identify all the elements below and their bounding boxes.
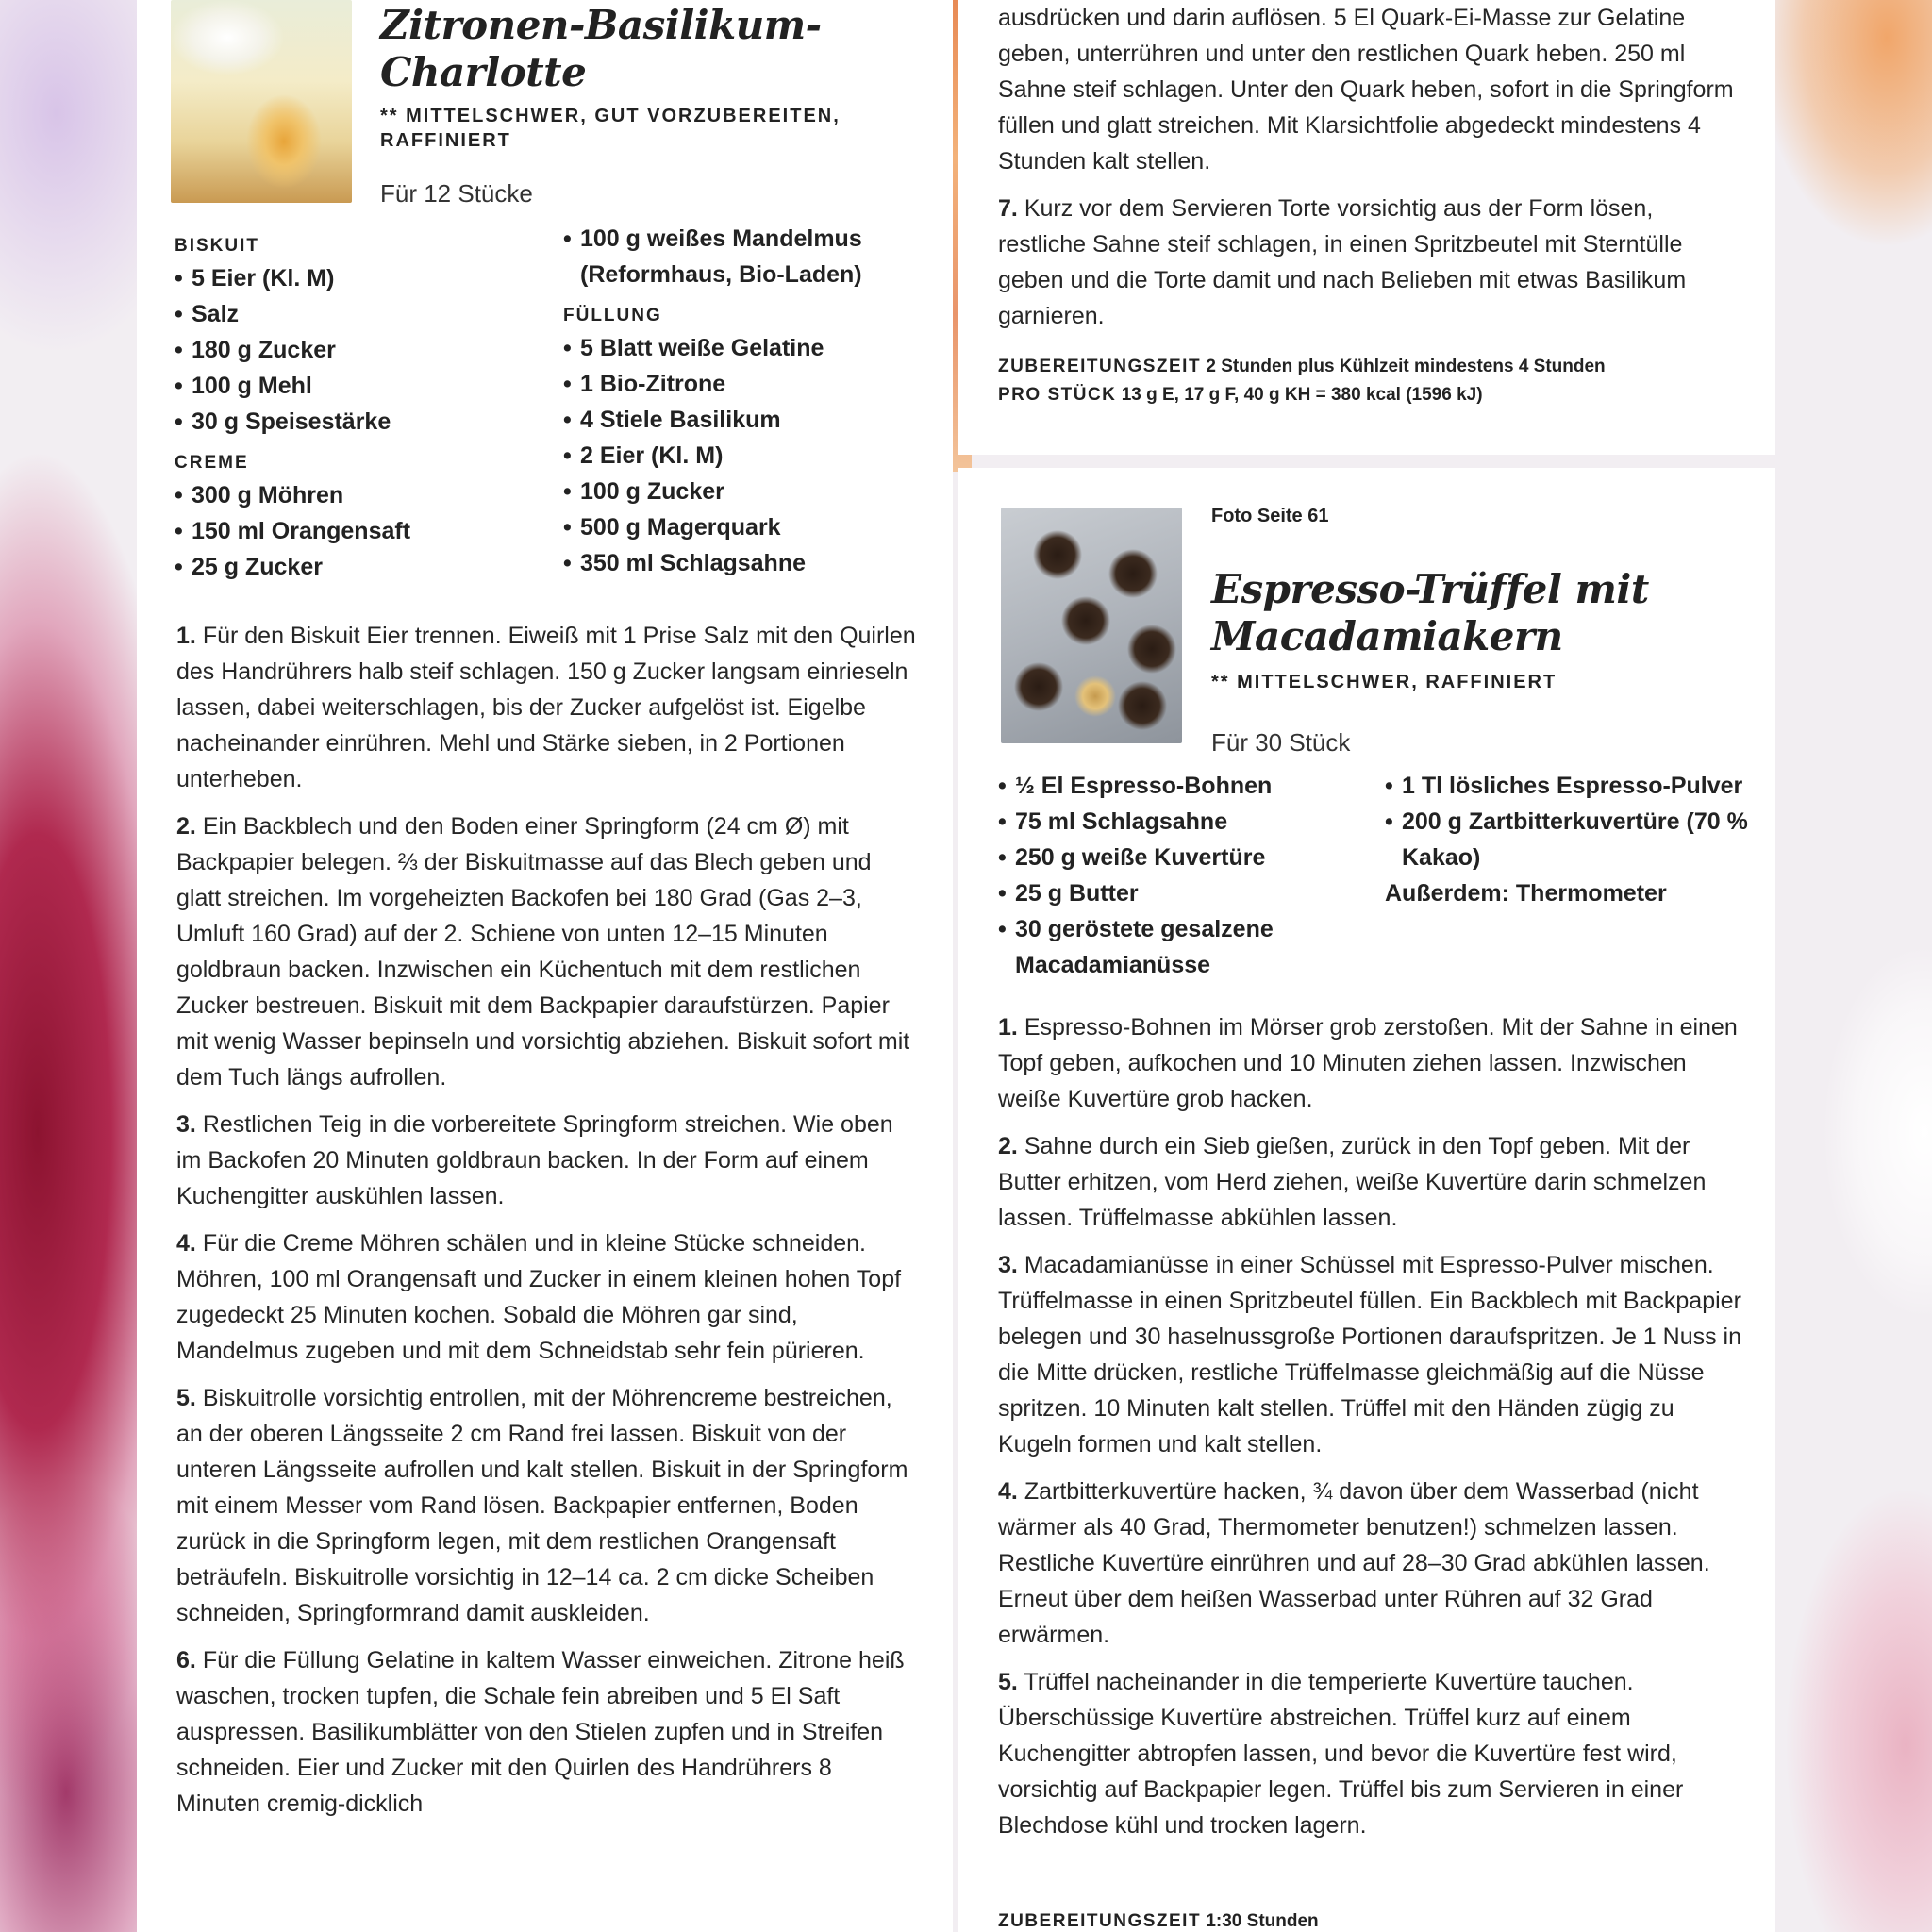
difficulty-label: ** MITTELSCHWER, GUT VORZUBEREITEN, RAFFINIERT <box>380 106 841 151</box>
ingredient-heading: CREME <box>175 453 249 473</box>
nutrition-info <box>998 1907 1753 1932</box>
ingredient-item: • 150 ml Orangensaft <box>175 513 552 549</box>
ingredient-list <box>563 221 922 292</box>
instructions <box>176 618 922 1833</box>
instruction-step: 1. Espresso-Bohnen im Mörser grob zerstoßen. Mit der Sahne in einen Topf geben, aufkochen und 10 Minuten ziehen lassen. Inzwischen weiße Kuvertüre grob hacken. <box>998 1014 1738 1112</box>
instruction-step: 1. Für den Biskuit Eier trennen. Eiweiß mit 1 Prise Salz mit den Quirlen des Handrührers halb steif schlagen. 150 g Zucker langsam einrieseln lassen, dabei weiterschlagen, bis der Zucker aufgelöst ist. Eigelbe nacheinander einrühren. Mehl und Stärke sieben, in 2 Portionen unterheben. <box>176 623 916 792</box>
ingredient-list <box>1385 768 1762 875</box>
ingredient-item: • 200 g Zartbitterkuvertüre (70 % Kakao) <box>1385 804 1762 875</box>
ingredient-item: • 2 Eier (Kl. M) <box>563 438 922 474</box>
instruction-step: 4. Zartbitterkuvertüre hacken, ¾ davon über dem Wasserbad (nicht wärmer als 40 Grad, Thermometer benutzen!) schmelzen lassen. Restliche Kuvertüre einrühren und auf 28–30 Grad abkühlen lassen. Erneut über dem heißen Wasserbad unter Rühren auf 32 Grad erwärmen. <box>998 1478 1710 1648</box>
per-piece-label: PRO STÜCK <box>998 385 1117 405</box>
ingredient-item: • ½ El Espresso-Bohnen <box>998 768 1375 804</box>
servings: Für 12 Stücke <box>380 179 533 208</box>
ingredient-item: • 1 Tl lösliches Espresso-Pulver <box>1385 768 1762 804</box>
ingredient-list <box>998 768 1375 983</box>
ingredient-item: • 100 g Zucker <box>563 474 922 509</box>
instructions <box>998 1009 1753 1855</box>
ingredient-item: • 30 g Speisestärke <box>175 404 552 440</box>
ingredient-item: • 4 Stiele Basilikum <box>563 402 922 438</box>
prep-time-value: 2 Stunden plus Kühlzeit mindestens 4 Stunden <box>1206 357 1606 376</box>
instruction-step: 2. Ein Backblech und den Boden einer Springform (24 cm Ø) mit Backpapier belegen. ⅔ der Biskuitmasse auf das Blech geben und glatt streichen. Im vorgeheizten Backofen bei 180 Grad (Gas 2–3, Umluft 160 Grad) auf der 2. Schiene von unten 12–15 Minuten goldbraun backen. Inzwischen ein Küchentuch mit dem restlichen Zucker bestreuen. Biskuit mit dem Backpapier daraufstürzen. Papier mit wenig Wasser bepinseln und vorsichtig abziehen. Biskuit sofort mit dem Tuch längs aufrollen. <box>176 813 910 1091</box>
ingredient-item: • 75 ml Schlagsahne <box>998 804 1375 840</box>
ingredient-list <box>175 260 552 440</box>
ingredient-item: • 5 Eier (Kl. M) <box>175 260 552 296</box>
ingredient-item: • 100 g weißes Mandelmus (Reformhaus, Bio-Laden) <box>563 221 922 292</box>
truffle-photo <box>1001 508 1182 743</box>
ingredient-list <box>563 330 922 581</box>
ingredient-item: • 250 g weiße Kuvertüre <box>998 840 1375 875</box>
ingredient-item: • 1 Bio-Zitrone <box>563 366 922 402</box>
ingredients-left <box>998 768 1375 983</box>
ingredient-heading: BISKUIT <box>175 236 259 256</box>
ingredient-item: • 350 ml Schlagsahne <box>563 545 922 581</box>
charlotte-photo <box>171 0 352 203</box>
recipe-continuation-card <box>958 0 1775 455</box>
ingredients-left <box>175 226 552 585</box>
instruction-step: 6. Für die Füllung Gelatine in kaltem Wasser einweichen. Zitrone heiß waschen, trocken tupfen, die Schale fein abreiben und 5 El Saft auspressen. Basilikumblätter von den Stielen zupfen und in Streifen schneiden. Eier und Zucker mit den Quirlen des Handrührers 8 Minuten cremig-dicklich <box>176 1647 905 1817</box>
ingredients-right <box>1385 768 1762 911</box>
prep-time-value: 1:30 Stunden <box>1206 1911 1319 1931</box>
prep-time-label: ZUBEREITUNGSZEIT <box>998 1911 1202 1931</box>
extra-equipment: Außerdem: Thermometer <box>1385 880 1667 907</box>
instruction-step: 5. Trüffel nacheinander in die temperierte Kuvertüre tauchen. Überschüssige Kuvertüre abstreichen. Trüffel kurz auf einem Kuchengitter abtropfen lassen, und bevor die Kuvertüre fest wird, vorsichtig auf Backpapier legen. Trüffel bis zum Servieren in einer Blechdose kühl und trocken lagern. <box>998 1669 1684 1839</box>
instruction-step: 5. Biskuitrolle vorsichtig entrollen, mit der Möhrencreme bestreichen, an der oberen Längsseite 2 cm Rand frei lassen. Biskuit von der unteren Längsseite aufrollen und kalt stellen. Biskuit in der Springform mit einem Messer vom Rand lösen. Backpapier entfernen, Boden zurück in die Springform legen, mit dem restlichen Orangensaft beträufeln. Biskuitrolle vorsichtig in 12–14 ca. 2 cm dicke Scheiben schneiden, Springformrand damit auskleiden. <box>176 1385 908 1626</box>
difficulty-label: ** MITTELSCHWER, RAFFINIERT <box>1211 672 1557 692</box>
continued-text: ausdrücken und darin auflösen. 5 El Quark-Ei-Masse zur Gelatine geben, unterrühren und unter den restlichen Quark heben. 250 ml Sahne steif schlagen. Unter den Quark heben, sofort in die Springform füllen und glatt streichen. Mit Klarsichtfolie abgedeckt mindestens 4 Stunden kalt stellen. <box>998 5 1734 175</box>
ingredient-item: • 180 g Zucker <box>175 332 552 368</box>
instruction-step: 4. Für die Creme Möhren schälen und in kleine Stücke schneiden. Möhren, 100 ml Orangensaft und Zucker in einem kleinen hohen Topf zugedeckt 25 Minuten kochen. Sobald die Möhren gar sind, Mandelmus zugeben und mit dem Schneidstab sehr fein pürieren. <box>176 1230 902 1364</box>
photo-reference: Foto Seite 61 <box>1211 506 1329 526</box>
ingredient-item: • 25 g Zucker <box>175 549 552 585</box>
ingredient-item: • Salz <box>175 296 552 332</box>
ingredient-item: • 5 Blatt weiße Gelatine <box>563 330 922 366</box>
ingredient-item: • 100 g Mehl <box>175 368 552 404</box>
nutrition-info <box>998 353 1753 409</box>
instruction-step: 3. Restlichen Teig in die vorbereitete Springform streichen. Wie oben im Backofen 20 Minuten goldbraun backen. In der Form auf einem Kuchengitter auskühlen lassen. <box>176 1111 893 1209</box>
continued-instructions <box>998 0 1743 345</box>
recipe-card-left <box>137 0 953 1932</box>
per-piece-value: 13 g E, 17 g F, 40 g KH = 380 kcal (1596 kJ) <box>1121 385 1483 405</box>
ingredient-heading: FÜLLUNG <box>563 306 662 325</box>
recipe-title: Zitronen-Basilikum-Charlotte <box>380 2 822 95</box>
ingredient-item: • 25 g Butter <box>998 875 1375 911</box>
prep-time-label: ZUBEREITUNGSZEIT <box>998 357 1202 376</box>
instruction-step: 7. Kurz vor dem Servieren Torte vorsichtig aus der Form lösen, restliche Sahne steif schlagen, in einen Spritzbeutel mit Sterntülle geben und die Torte damit und nach Belieben mit etwas Basilikum garnieren. <box>998 195 1687 329</box>
recipe-title: Espresso-Trüffel mit Macadamiakern <box>1211 566 1649 659</box>
instruction-step: 3. Macadamianüsse in einer Schüssel mit Espresso-Pulver mischen. Trüffelmasse in einen Spritzbeutel füllen. Ein Backblech mit Backpapier belegen und 30 haselnussgroße Portionen daraufspritzen. Je 1 Nuss in die Mitte drücken, restliche Trüffelmasse gleichmäßig auf die Nüsse spritzen. 10 Minuten kalt stellen. Trüffel mit den Händen zügig zu Kugeln formen und kalt stellen. <box>998 1252 1742 1457</box>
ingredient-item: • 500 g Magerquark <box>563 509 922 545</box>
instruction-step: 2. Sahne durch ein Sieb gießen, zurück in den Topf geben. Mit der Butter erhitzen, vom Herd ziehen, weiße Kuvertüre darin schmelzen lassen. Trüffelmasse abkühlen lassen. <box>998 1133 1707 1231</box>
servings: Für 30 Stück <box>1211 728 1351 757</box>
ingredient-item: • 30 geröstete gesalzene Macadamianüsse <box>998 911 1375 983</box>
recipe-card-right <box>958 468 1775 1932</box>
ingredients-right <box>563 221 922 581</box>
ingredient-item: • 300 g Möhren <box>175 477 552 513</box>
ingredient-list <box>175 477 552 585</box>
